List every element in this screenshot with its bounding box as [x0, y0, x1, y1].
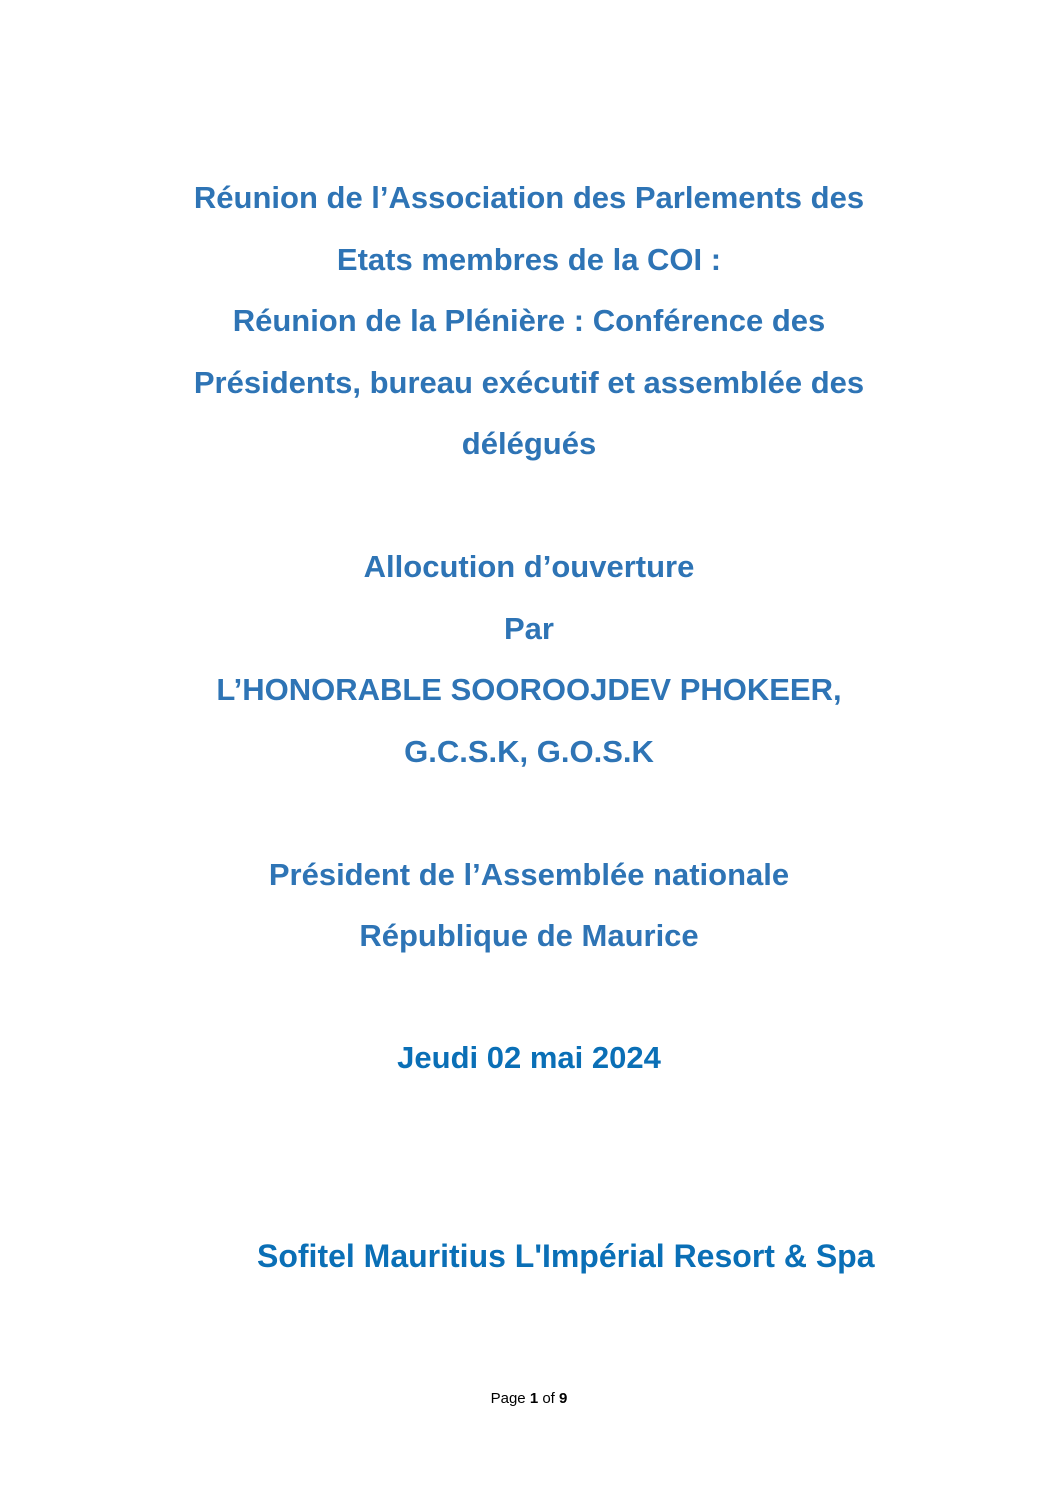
meeting-title-line-1: Réunion de l’Association des Parlements des [193, 180, 865, 215]
total-pages-number: 9 [559, 1390, 568, 1407]
page-label: Page [490, 1390, 526, 1407]
speaker-name: L’HONORABLE SOOROOJDEV PHOKEER, [216, 672, 842, 707]
current-page-number: 1 [529, 1390, 539, 1407]
event-venue: Sofitel Mauritius L'Impérial Resort & Spa [257, 1238, 875, 1274]
meeting-title-line-2: Etats membres de la COI : [336, 242, 722, 277]
speaker-country: République de Maurice [359, 918, 699, 953]
speech-title: Allocution d’ouverture [363, 549, 695, 584]
event-date: Jeudi 02 mai 2024 [397, 1040, 661, 1075]
speech-by: Par [504, 611, 554, 646]
meeting-title-line-3: Réunion de la Plénière : Conférence des [232, 303, 826, 338]
meeting-title-line-4: Présidents, bureau exécutif et assemblée des [193, 365, 865, 400]
speaker-honours: G.C.S.K, G.O.S.K [404, 734, 654, 769]
meeting-title-line-5: délégués [461, 426, 597, 461]
speaker-position: Président de l’Assemblée nationale [268, 857, 790, 892]
of-label: of [542, 1390, 555, 1407]
page-footer [0, 1388, 1058, 1410]
